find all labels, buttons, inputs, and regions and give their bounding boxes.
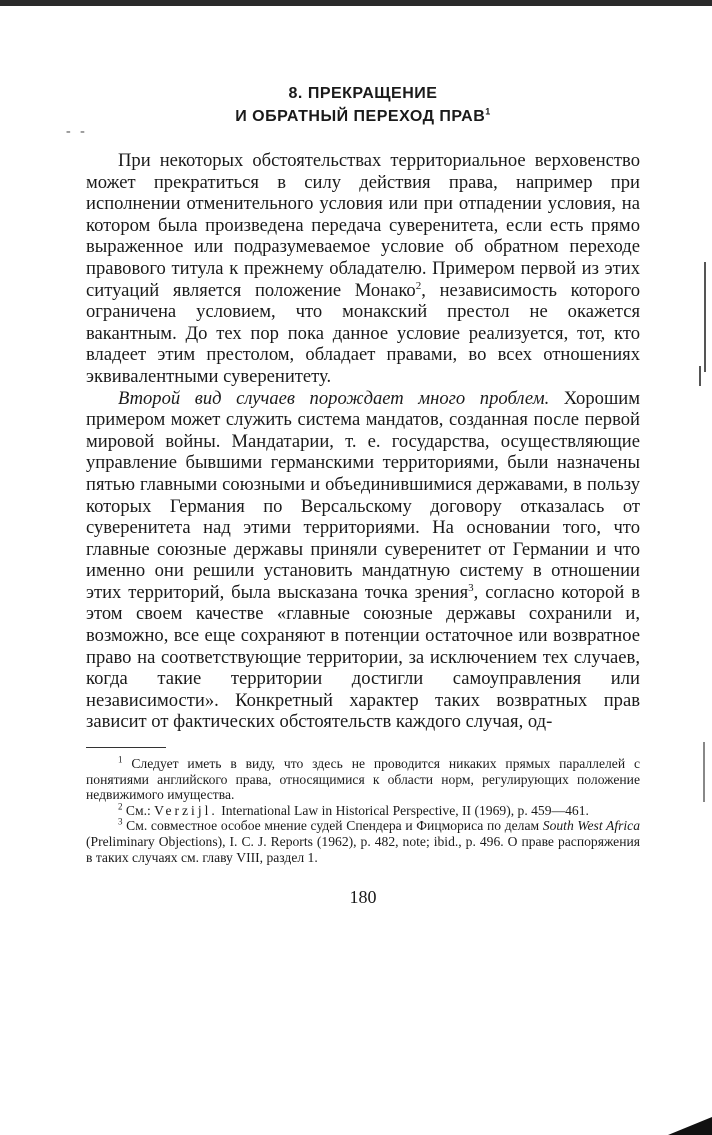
footnote-1-text: Следует иметь в виду, что здесь не проводится никаких прямых параллелей с понятиями английского права, относящимися к области норм, регулирующих положение недвижимого имущества. <box>86 756 640 803</box>
footnote-2 <box>86 803 640 819</box>
scan-corner-shadow <box>668 1117 712 1135</box>
page-number: 180 <box>349 887 377 908</box>
paragraph-1-text-a: При некоторых обстоятельствах территориальное верховенство может прекратиться в силу действия права, например при исполнении отменительного условия или при отпадении условия, на котором была произведена передача суверенитета, если есть прямо выраженное или подразумеваемое условие об обратном переходе правового титула к прежнему обладателю. Примером первой из этих ситуаций является положение Монако <box>86 150 640 301</box>
footnote-3-text: (Preliminary Objections), I. C. J. Reports (1962), p. 482, note; ibid., p. 496. О праве распоряжения в таких случаях см. главу VIII, раздел 1. <box>86 834 640 865</box>
note-ref-3: 3 <box>468 581 474 594</box>
paragraph-1 <box>86 150 640 388</box>
footnote-3-case-title: South West Africa <box>542 818 641 834</box>
heading-line-2: И ОБРАТНЫЙ ПЕРЕХОД ПРАВ <box>235 108 486 125</box>
heading-note-ref: 1 <box>485 106 491 117</box>
paragraph-2 <box>86 388 640 734</box>
footnote-1 <box>86 756 640 803</box>
margin-mark <box>704 262 706 372</box>
note-ref-2: 2 <box>415 279 422 292</box>
footnote-2-number: 2 <box>118 801 123 812</box>
footnotes <box>86 756 640 865</box>
footnote-3-number: 3 <box>118 816 123 827</box>
footnote-3 <box>86 818 640 865</box>
paragraph-2-text-a: Хорошим примером может служить система мандатов, созданная после первой мировой войны. Мандатарии, т. е. государства, осуществляющие управление бывшими германскими территориями, были назначены пятью главными союзными и объединившимися державами, в пользу которых Германия по Версальскому договору отказалась от суверенитета над этими территориями. На основании того, что главные союзные державы приняли суверенитет от Германии и что именно они решили установить мандатную систему в отношении этих территорий, была высказана точка зрения <box>86 387 640 603</box>
footnote-3-prefix: См. совместное особое мнение судей Спендера и Фицмориса по делам <box>122 818 543 834</box>
section-heading <box>86 82 640 128</box>
margin-dashes: - - <box>66 124 88 139</box>
footnote-2-prefix: См.: <box>122 802 155 818</box>
footnote-2-text: International Law in Historical Perspective, II (1969), p. 459—461. <box>217 802 589 818</box>
margin-mark <box>703 742 705 802</box>
paragraph-2-italic-lead: Второй вид случаев порождает много проблем. <box>118 387 550 409</box>
paragraph-2-text-b: , согласно которой в этом своем качестве «главные союзные державы сохранили и, возможно, все еще сохраняют в потенции остаточное или возвратное право на соответствующие территории, за исключением тех случаев, когда такие территории достигли самоуправления или независимости». Конкретный характер таких возвратных прав зависит от фактических обстоятельств каждого случая, од- <box>86 581 640 733</box>
footnote-divider <box>86 747 166 748</box>
margin-mark <box>699 366 701 386</box>
paragraph-1-text-b: , независимость которого ограничена условием, что монакский престол не окажется вакантным. До тех пор пока данное условие реализуется, тот, кто владеет этим престолом, обладает правами, во всех отношениях эквивалентными суверенитету. <box>86 279 640 387</box>
book-page <box>86 82 640 908</box>
main-text <box>86 150 640 733</box>
footnote-2-author: Verzijl. <box>154 802 218 818</box>
scan-top-edge <box>0 0 712 6</box>
footnote-1-number: 1 <box>118 754 123 765</box>
heading-line-1: 8. ПРЕКРАЩЕНИЕ <box>288 85 438 102</box>
